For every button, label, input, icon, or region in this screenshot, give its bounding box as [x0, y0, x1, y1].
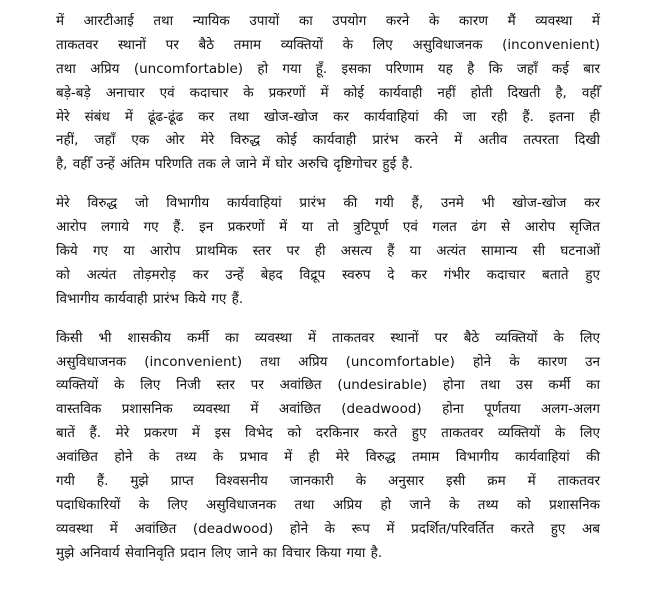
text-line: ताकतवर स्थानों पर बैठे तमाम व्यक्तियों के लिए असुविधाजनक (inconvenient): [56, 36, 600, 53]
text-line: बातें हैं. मेरे प्रकरण में इस विभेद को दरकिनार करते हुए ताकतवर व्यक्तियों के लिए: [56, 425, 600, 442]
text-line: मेरे संबंध में ढूंढ-ढूंढ कर तथा खोज-खोज कर कार्यवाहियां की जा रही हैं. इतना ही: [56, 108, 600, 125]
text-line: वास्तविक प्रशासनिक व्यवस्था में अवांछित (deadwood) होना पूर्णतया अलग-अलग: [56, 401, 600, 418]
text-line: किसी भी शासकीय कर्मी का व्यवस्था में ताकतवर स्थानों पर बैठे व्यक्तियों के लिए: [56, 329, 600, 346]
paragraph-2: [56, 192, 600, 311]
text-line: तथा अप्रिय (uncomfortable) हो गया हूँ. इसका परिणाम यह है कि जहाँ कई बार: [56, 60, 600, 77]
text-line: को अत्यंत तोड़मरोड़ कर उन्हें बेहद विद्रूप स्वरुप दे कर गंभीर कदाचार बताते हुए: [56, 266, 600, 283]
text-line: व्यक्तियों के लिए निजी स्तर पर अवांछित (undesirable) होना तथा उस कर्मी का: [56, 377, 600, 394]
text-line: असुविधाजनक (inconvenient) तथा अप्रिय (uncomfortable) होने के कारण उन: [56, 353, 600, 370]
paragraph-3: [56, 327, 600, 566]
paragraph-1: [56, 10, 600, 177]
text-line: बड़े-बड़े अनाचार एवं कदाचार के प्रकरणों में कोई कार्यवाही नहीं होती दिखती है, वहीँ: [56, 84, 600, 101]
text-line: आरोप लगाये गए हैं. इन प्रकरणों में या तो त्रुटिपूर्ण एवं गलत ढंग से आरोप सृजित: [56, 219, 600, 236]
text-line: पदाधिकारियों के लिए असुविधाजनक तथा अप्रिय हो जाने के तथ्य को प्रशासनिक: [56, 496, 600, 513]
text-line: नहीं, जहाँ एक ओर मेरे विरुद्ध कोई कार्यवाही प्रारंभ करने में अतीव तत्परता दिखी: [56, 132, 600, 149]
text-line: किये गए या आरोप प्राथमिक स्तर पर ही असत्य हैं या अत्यंत सामान्य सी घटनाओं: [56, 243, 600, 260]
text-line: है, वहीँ उन्हें अंतिम परिणति तक ले जाने में घोर अरुचि दृष्टिगोचर हुई है.: [56, 156, 413, 173]
text-line: अवांछित होने के तथ्य के प्रभाव में ही मेरे विरुद्ध तमाम विभागीय कार्यवाहियां की: [56, 449, 600, 466]
text-line: में आरटीआई तथा न्यायिक उपायों का उपयोग करने के कारण मैं व्यवस्था में: [56, 13, 600, 29]
text-line: गयी हैं. मुझे प्राप्त विश्वसनीय जानकारी के अनुसार इसी क्रम में ताकतवर: [56, 473, 600, 490]
text-line: व्यवस्था में अवांछित (deadwood) होने के रूप में प्रदर्शित/परिवर्तित करते हुए अब: [56, 520, 600, 537]
text-line: मुझे अनिवार्य सेवानिवृति प्रदान लिए जाने का विचार किया गया है.: [56, 544, 383, 561]
text-line: विभागीय कार्यवाही प्रारंभ किये गए हैं.: [56, 290, 244, 307]
text-line: मेरे विरुद्ध जो विभागीय कार्यवाहियां प्रारंभ की गयी हैं, उनमे भी खोज-खोज कर: [56, 195, 600, 212]
document-page: [56, 10, 600, 581]
